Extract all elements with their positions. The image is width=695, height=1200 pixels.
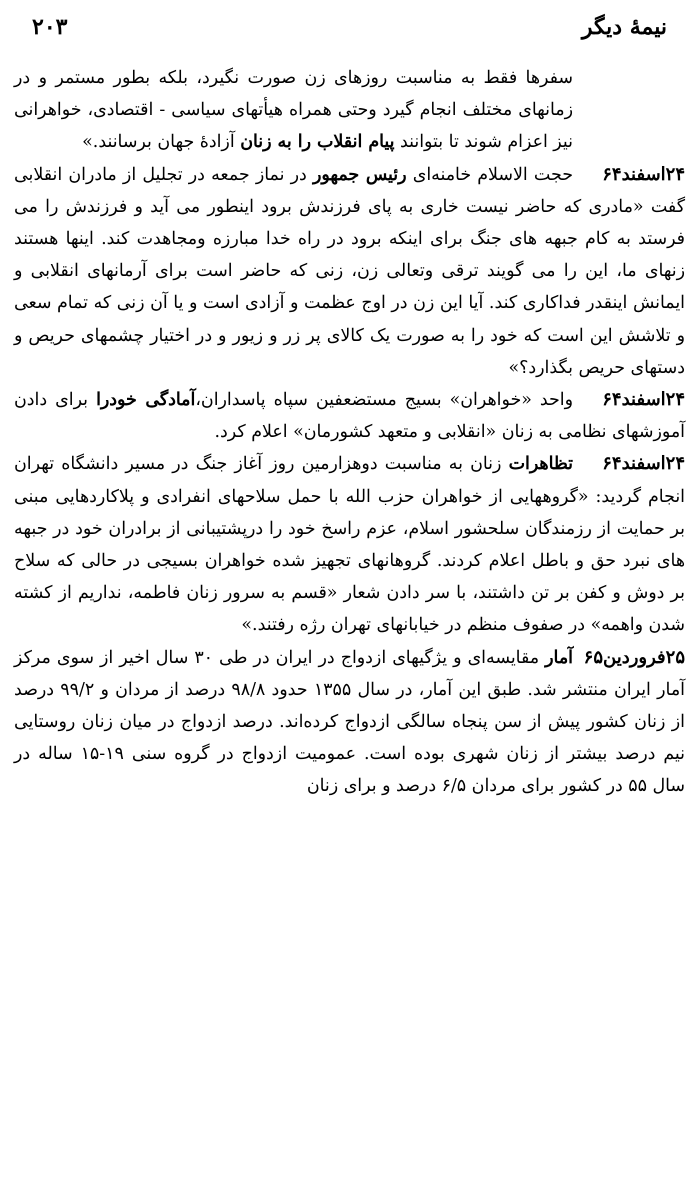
entry-emphasis: رئیس جمهور	[312, 164, 407, 185]
entry-text-part: آزادهٔ جهان برسانند.»	[82, 132, 241, 153]
entry-emphasis: آمار	[545, 647, 573, 668]
entry-date: ۲۵فروردین۶۵	[583, 646, 685, 668]
entry-continued	[14, 62, 685, 159]
entry-text	[14, 159, 685, 384]
entry-4	[14, 642, 685, 803]
entry-text-part: واحد «خواهران» بسیج مستضعفین سپاه پاسداران،	[195, 390, 574, 411]
entry-1	[14, 159, 685, 384]
running-title: نیمهٔ دیگر	[581, 14, 667, 40]
entry-date: ۲۴اسفند۶۴	[602, 163, 685, 185]
page-number: ۲۰۳	[32, 14, 68, 40]
entry-text-part: مقایسه‌ای و یژگیهای ازدواج در ایران در طی ۳۰ سال اخیر از سوی مرکز آمار ایران منتشر شد. طبق این آمار، در سال ۱۳۵۵ حدود ۹۸/۸ درصد از مردان و ۹۹/۲ درصد از زنان کشور پیش از سن پنجاه سالگی ازدواج کرده‌اند. درصد ازدواج در میان زنان روستایی نیم درصد بیشتر از زنان شهری بوده است. عمومیت ازدواج در گروه سنی ۱۹-۱۵ ساله در سال ۵۵ در کشور برای مردان ۶/۵ درصد و برای زنان	[14, 647, 685, 797]
entry-emphasis: تظاهرات	[508, 454, 573, 475]
page-content	[14, 62, 685, 803]
entry-date: ۲۴اسفند۶۴	[602, 389, 685, 411]
entry-text-part: زنان به مناسبت دوهزارمین روز آغاز جنگ در مسیر دانشگاه تهران انجام گردید: «گروههایی از خواهران حزب الله با حمل سلاحهای انفرادی و پلاکاردهایی مبنی بر حمایت از رزمندگان سلحشور اسلام، عزم راسخ خود را درپشتیبانی از برادران خود در جبهه های نبرد حق و باطل اعلام کردند. گروهانهای تجهیز شده خواهران بسیجی در حالی که سلاح بر دوش و کفن بر تن داشتند، با سر دادن شعار «قسم به سرور زنان فاطمه، نداریم از کشته شدن واهمه» در صفوف منظم در خیابانهای تهران رژه رفتند.»	[14, 454, 685, 636]
entry-text-part: حجت الاسلام خامنه‌ای	[406, 164, 573, 185]
entry-text-part: سفرها فقط به مناسبت روزهای زن صورت نگیرد، بلکه بطور مستمر و در زمانهای مختلف انجام گیرد وحتی همراه هیأتهای سیاسی - اقتصادی، خواهرانی نیز اعزام شوند تا بتوانند	[14, 68, 573, 153]
entry-date: ۲۴اسفند۶۴	[602, 453, 685, 475]
entry-3	[14, 448, 685, 641]
entry-text	[14, 62, 573, 159]
entry-text-part: در نماز جمعه در تجلیل از مادران انقلابی گفت «مادری که حاضر نیست خاری به پای فرزندش برود اینطور می آید و فرزندش را می فرستد به کام جبهه های جنگ برای اینکه برود در راه خدا مبارزه ومجاهدت کند. اینها هستند زنهای ما، این را می گویند ترقی وتعالی زن، زنی که حاضر است برای آرمانهای انقلابی و ایمانش اینقدر فداکاری کند. آیا این زن در اوج عظمت و آزادی است و یا آن زنی که تمام سعی و تلاشش این است که خود را به صورت یک کالای پر زر و زیور و در اختیار چشمهای حریص و دستهای حریص بگذارد؟»	[14, 164, 685, 378]
entry-emphasis: پیام انقلاب را به زنان	[240, 132, 395, 153]
entry-text-part: برای دادن آموزشهای نظامی به زنان «انقلابی و متعهد کشورمان» اعلام کرد.	[14, 390, 685, 443]
entry-emphasis: آمادگی خودرا	[96, 390, 196, 411]
entry-2	[14, 384, 685, 448]
